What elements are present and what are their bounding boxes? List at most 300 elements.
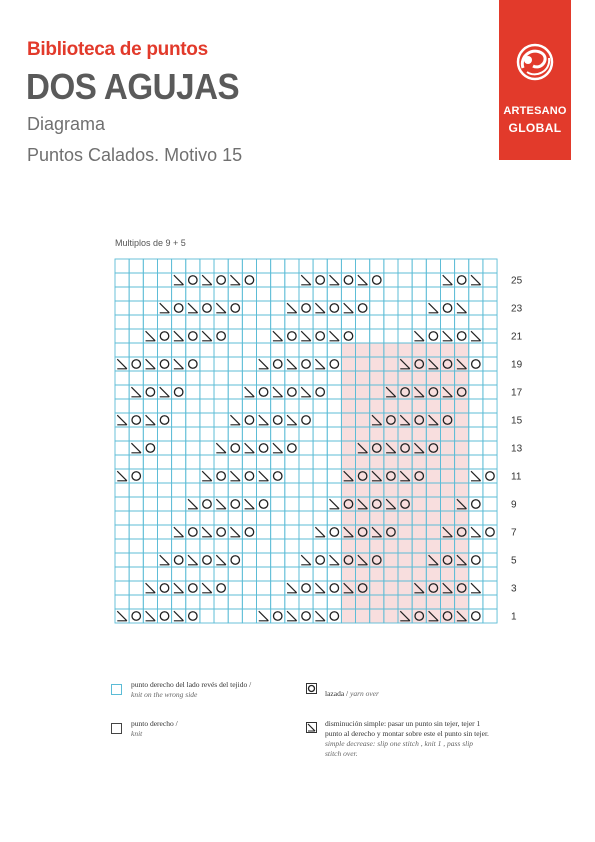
decrease-symbol (443, 275, 453, 285)
chart-cell (271, 497, 285, 511)
decrease-symbol (301, 331, 311, 341)
chart-cell (483, 469, 497, 483)
chart-cell (214, 595, 228, 609)
chart-cell (228, 329, 242, 343)
chart-cell (327, 469, 341, 483)
chart-cell (186, 273, 200, 287)
chart-cell (157, 483, 171, 497)
chart-cell (200, 301, 214, 315)
chart-cell (271, 469, 285, 483)
chart-cell (172, 511, 186, 525)
decrease-symbol (174, 275, 184, 285)
chart-cell (129, 581, 143, 595)
chart-cell (214, 287, 228, 301)
legend-item-yarn-over: lazada / yarn over (325, 689, 379, 698)
decrease-symbol (273, 331, 283, 341)
decrease-symbol (287, 359, 297, 369)
chart-cell (327, 385, 341, 399)
chart-cell (129, 259, 143, 273)
chart-cell (129, 539, 143, 553)
chart-cell (370, 287, 384, 301)
chart-cell (186, 567, 200, 581)
chart-cell (200, 413, 214, 427)
chart-cell (214, 371, 228, 385)
decrease-symbol (216, 303, 226, 313)
yarn-over-symbol (330, 360, 338, 368)
row-number: 19 (511, 359, 523, 371)
chart-cell (257, 385, 271, 399)
yarn-over-symbol (259, 500, 267, 508)
chart-cell (341, 287, 355, 301)
chart-cell (129, 273, 143, 287)
chart-cell (327, 427, 341, 441)
chart-cell (228, 371, 242, 385)
chart-cell (327, 343, 341, 357)
yarn-over-symbol (273, 416, 281, 424)
chart-cell (200, 441, 214, 455)
chart-cell (143, 469, 157, 483)
chart-cell (341, 259, 355, 273)
chart-cell (186, 357, 200, 371)
chart-cell (299, 609, 313, 623)
chart-cell (469, 441, 483, 455)
chart-cell (426, 273, 440, 287)
chart-cell (271, 525, 285, 539)
chart-cell (327, 595, 341, 609)
chart-cell (285, 399, 299, 413)
decrease-symbol (414, 331, 424, 341)
chart-cell (299, 567, 313, 581)
chart-cell (469, 259, 483, 273)
chart-cell (214, 315, 228, 329)
chart-cell (129, 525, 143, 539)
chart-cell (327, 259, 341, 273)
chart-cell (129, 399, 143, 413)
chart-cell (242, 259, 256, 273)
pattern-name: Puntos Calados. Motivo 15 (27, 145, 243, 165)
chart-cell (200, 553, 214, 567)
chart-cell (200, 343, 214, 357)
chart-cell (483, 315, 497, 329)
chart-cell (455, 315, 469, 329)
chart-cell (285, 427, 299, 441)
row-number: 25 (511, 275, 523, 287)
decrease-symbol (287, 583, 297, 593)
chart-cell (483, 511, 497, 525)
decrease-symbol (330, 499, 340, 509)
chart-cell (398, 301, 412, 315)
chart-cell (455, 329, 469, 343)
chart-cell (172, 371, 186, 385)
decrease-symbol (202, 471, 212, 481)
chart-cell (299, 581, 313, 595)
chart-cell (228, 385, 242, 399)
yarn-over-symbol (203, 556, 211, 564)
chart-cell (157, 567, 171, 581)
yarn-over-symbol (189, 360, 197, 368)
chart-cell (115, 259, 129, 273)
yarn-over-symbol (132, 416, 140, 424)
chart-cell (257, 287, 271, 301)
chart-cell (469, 497, 483, 511)
chart-cell (271, 581, 285, 595)
chart-cell (143, 371, 157, 385)
chart-cell (115, 399, 129, 413)
chart-cell (313, 287, 327, 301)
chart-cell (483, 357, 497, 371)
chart-cell (483, 301, 497, 315)
chart-cell (299, 343, 313, 357)
chart-cell (129, 469, 143, 483)
chart-cell (271, 609, 285, 623)
chart-cell (242, 301, 256, 315)
chart-cell (157, 259, 171, 273)
chart-cell (172, 259, 186, 273)
chart-cell (143, 301, 157, 315)
brand-name-line1: ARTESANO (503, 105, 567, 117)
chart-cell (469, 539, 483, 553)
chart-cell (242, 483, 256, 497)
chart-cell (285, 525, 299, 539)
yarn-over-symbol (330, 612, 338, 620)
yarn-over-symbol (174, 388, 182, 396)
decrease-symbol (287, 611, 297, 621)
chart-cell (469, 287, 483, 301)
chart-cell (157, 497, 171, 511)
chart-cell (483, 553, 497, 567)
chart-cell (157, 595, 171, 609)
chart-cell (242, 315, 256, 329)
chart-cell (200, 259, 214, 273)
yarn-over-symbol (457, 276, 465, 284)
chart-cell (299, 595, 313, 609)
chart-cell (398, 287, 412, 301)
chart-cell (157, 469, 171, 483)
decrease-symbol (216, 443, 226, 453)
chart-cell (313, 511, 327, 525)
decrease-symbol (259, 471, 269, 481)
chart-cell (228, 483, 242, 497)
yarn-over-symbol (330, 528, 338, 536)
chart-cell (129, 343, 143, 357)
chart-cell (242, 511, 256, 525)
row-number: 13 (511, 443, 523, 455)
chart-cell (469, 553, 483, 567)
chart-cell (257, 315, 271, 329)
decrease-symbol (202, 275, 212, 285)
chart-cell (483, 539, 497, 553)
chart-cell (186, 539, 200, 553)
chart-cell (228, 357, 242, 371)
chart-cell (228, 539, 242, 553)
chart-cell (257, 259, 271, 273)
chart-cell (299, 441, 313, 455)
yarn-over-symbol (231, 304, 239, 312)
chart-cell (313, 413, 327, 427)
chart-cell (271, 343, 285, 357)
chart-cell (327, 315, 341, 329)
chart-cell (313, 595, 327, 609)
chart-cell (115, 511, 129, 525)
decrease-symbol (174, 583, 184, 593)
decrease-symbol (216, 555, 226, 565)
chart-cell (157, 413, 171, 427)
chart-cell (115, 371, 129, 385)
chart-cell (370, 273, 384, 287)
chart-cell (129, 413, 143, 427)
chart-cell (186, 413, 200, 427)
chart-cell (271, 399, 285, 413)
chart-cell (327, 525, 341, 539)
decrease-symbol (160, 387, 170, 397)
chart-cell (271, 287, 285, 301)
chart-cell (172, 497, 186, 511)
yarn-over-symbol (330, 584, 338, 592)
chart-cell (299, 511, 313, 525)
chart-cell (228, 301, 242, 315)
chart-cell (186, 427, 200, 441)
decrease-symbol (471, 527, 481, 537)
chart-cell (257, 511, 271, 525)
legend-item-decrease: disminución simple: pasar un punto sin tejer, tejer 1 punto al derecho y montar sobre este el punto sin tejer. simple decrease: slip one stitch , knit 1 , pass slip stitch over. (325, 719, 489, 758)
chart-cell (313, 385, 327, 399)
chart-cell (242, 455, 256, 469)
decrease-symbol (315, 611, 325, 621)
decrease-symbol (160, 303, 170, 313)
decrease-symbol (259, 611, 269, 621)
chart-cell (313, 553, 327, 567)
chart-cell (483, 455, 497, 469)
chart-cell (228, 581, 242, 595)
decrease-symbol (174, 527, 184, 537)
chart-cell (271, 455, 285, 469)
decrease-symbol (174, 331, 184, 341)
decrease-symbol (259, 415, 269, 425)
chart-cell (327, 455, 341, 469)
chart-cell (143, 273, 157, 287)
chart-cell (398, 259, 412, 273)
chart-cell (242, 567, 256, 581)
chart-cell (285, 259, 299, 273)
chart-cell (214, 399, 228, 413)
chart-cell (257, 497, 271, 511)
page-title: DOS AGUJAS (26, 66, 240, 107)
yarn-over-symbol (203, 304, 211, 312)
chart-cell (412, 315, 426, 329)
decrease-symbol (131, 443, 141, 453)
chart-cell (426, 329, 440, 343)
chart-cell (469, 357, 483, 371)
yarn-over-symbol (302, 304, 310, 312)
chart-cell (172, 553, 186, 567)
brand-name-line2: GLOBAL (508, 121, 562, 135)
chart-cell (200, 539, 214, 553)
yarn-over-symbol (259, 444, 267, 452)
chart-cell (412, 287, 426, 301)
yarn-over-symbol (189, 332, 197, 340)
yarn-over-symbol (132, 360, 140, 368)
chart-cell (172, 539, 186, 553)
yarn-over-symbol (457, 332, 465, 340)
chart-cell (257, 525, 271, 539)
yarn-over-symbol (344, 276, 352, 284)
chart-cell (129, 301, 143, 315)
chart-cell (257, 567, 271, 581)
chart-cell (115, 329, 129, 343)
chart-cell (285, 343, 299, 357)
decrease-symbol (315, 583, 325, 593)
yarn-over-symbol (330, 304, 338, 312)
chart-cell (327, 483, 341, 497)
chart-cell (356, 315, 370, 329)
chart-cell (200, 455, 214, 469)
chart-cell (299, 427, 313, 441)
chart-cell (327, 357, 341, 371)
legend-item-knit: punto derecho / knit (131, 719, 178, 738)
chart-cell (172, 595, 186, 609)
chart-cell (356, 287, 370, 301)
chart-cell (469, 399, 483, 413)
chart-cell (327, 371, 341, 385)
chart-cell (440, 287, 454, 301)
chart-cell (370, 315, 384, 329)
chart-cell (341, 273, 355, 287)
chart-cell (129, 287, 143, 301)
decrease-symbol (245, 443, 255, 453)
chart-cell (242, 581, 256, 595)
yarn-over-symbol (189, 528, 197, 536)
chart-cell (115, 287, 129, 301)
chart-cell (242, 595, 256, 609)
decrease-symbol (259, 359, 269, 369)
chart-cell (257, 343, 271, 357)
chart-cell (384, 259, 398, 273)
row-number: 5 (511, 555, 517, 567)
chart-cell (214, 609, 228, 623)
chart-cell (469, 343, 483, 357)
chart-cell (285, 539, 299, 553)
decrease-symbol (245, 387, 255, 397)
chart-cell (285, 385, 299, 399)
chart-cell (299, 287, 313, 301)
chart-cell (214, 385, 228, 399)
chart-cell (115, 273, 129, 287)
yarn-over-symbol (316, 556, 324, 564)
chart-cell (214, 469, 228, 483)
chart-cell (242, 371, 256, 385)
row-number: 17 (511, 387, 523, 399)
chart-cell (313, 469, 327, 483)
yarn-over-symbol (189, 612, 197, 620)
chart-cell (129, 427, 143, 441)
chart-cell (129, 497, 143, 511)
yarn-over-symbol (174, 304, 182, 312)
chart-cell (214, 511, 228, 525)
decrease-symbol (273, 443, 283, 453)
chart-cell (129, 357, 143, 371)
chart-cell (242, 609, 256, 623)
decrease-symbol (117, 471, 127, 481)
legend-item-wrong-side: punto derecho del lado revés del tejido / knit on the wrong side (131, 680, 252, 699)
chart-cell (483, 497, 497, 511)
chart-cell (285, 273, 299, 287)
multiples-label: Multiplos de 9 + 5 (115, 238, 186, 248)
decrease-symbol (315, 303, 325, 313)
decrease-symbol (230, 471, 240, 481)
chart-cell (143, 595, 157, 609)
chart-cell (285, 567, 299, 581)
chart-cell (313, 399, 327, 413)
chart-cell (143, 427, 157, 441)
row-number: 9 (511, 499, 517, 511)
yarn-over-symbol (189, 584, 197, 592)
yarn-over-symbol (245, 276, 253, 284)
chart-cell (469, 567, 483, 581)
chart-cell (157, 287, 171, 301)
chart-cell (271, 413, 285, 427)
chart-cell (313, 371, 327, 385)
chart-cell (483, 441, 497, 455)
yarn-over-symbol (160, 416, 168, 424)
chart-cell (440, 315, 454, 329)
chart-cell (313, 343, 327, 357)
chart-cell (129, 329, 143, 343)
row-number: 3 (511, 583, 517, 595)
chart-cell (271, 301, 285, 315)
chart-cell (271, 595, 285, 609)
chart-cell (115, 567, 129, 581)
chart-cell (242, 329, 256, 343)
chart-cell (228, 259, 242, 273)
chart-cell (157, 357, 171, 371)
chart-cell (313, 483, 327, 497)
chart-cell (143, 539, 157, 553)
yarn-over-symbol (217, 332, 225, 340)
yarn-over-symbol (486, 472, 494, 480)
chart-cell (242, 343, 256, 357)
chart-cell (469, 595, 483, 609)
chart-cell (157, 525, 171, 539)
chart-cell (257, 539, 271, 553)
chart-cell (398, 329, 412, 343)
chart-cell (214, 483, 228, 497)
decrease-symbol (188, 555, 198, 565)
chart-cell (242, 553, 256, 567)
chart-cell (143, 567, 157, 581)
chart-cell (228, 553, 242, 567)
decrease-symbol (216, 499, 226, 509)
chart-cell (200, 595, 214, 609)
chart-cell (341, 329, 355, 343)
chart-cell (157, 455, 171, 469)
chart-cell (257, 595, 271, 609)
yarn-over-symbol (146, 444, 154, 452)
chart-cell (483, 609, 497, 623)
chart-cell (271, 511, 285, 525)
chart-cell (157, 539, 171, 553)
yarn-over-symbol (160, 332, 168, 340)
chart-cell (186, 581, 200, 595)
chart-cell (356, 329, 370, 343)
chart-cell (143, 343, 157, 357)
yarn-over-symbol (231, 556, 239, 564)
chart-cell (483, 581, 497, 595)
chart-cell (426, 287, 440, 301)
row-number: 11 (511, 471, 522, 483)
chart-cell (143, 385, 157, 399)
yarn-over-symbol (217, 472, 225, 480)
chart-cell (327, 539, 341, 553)
